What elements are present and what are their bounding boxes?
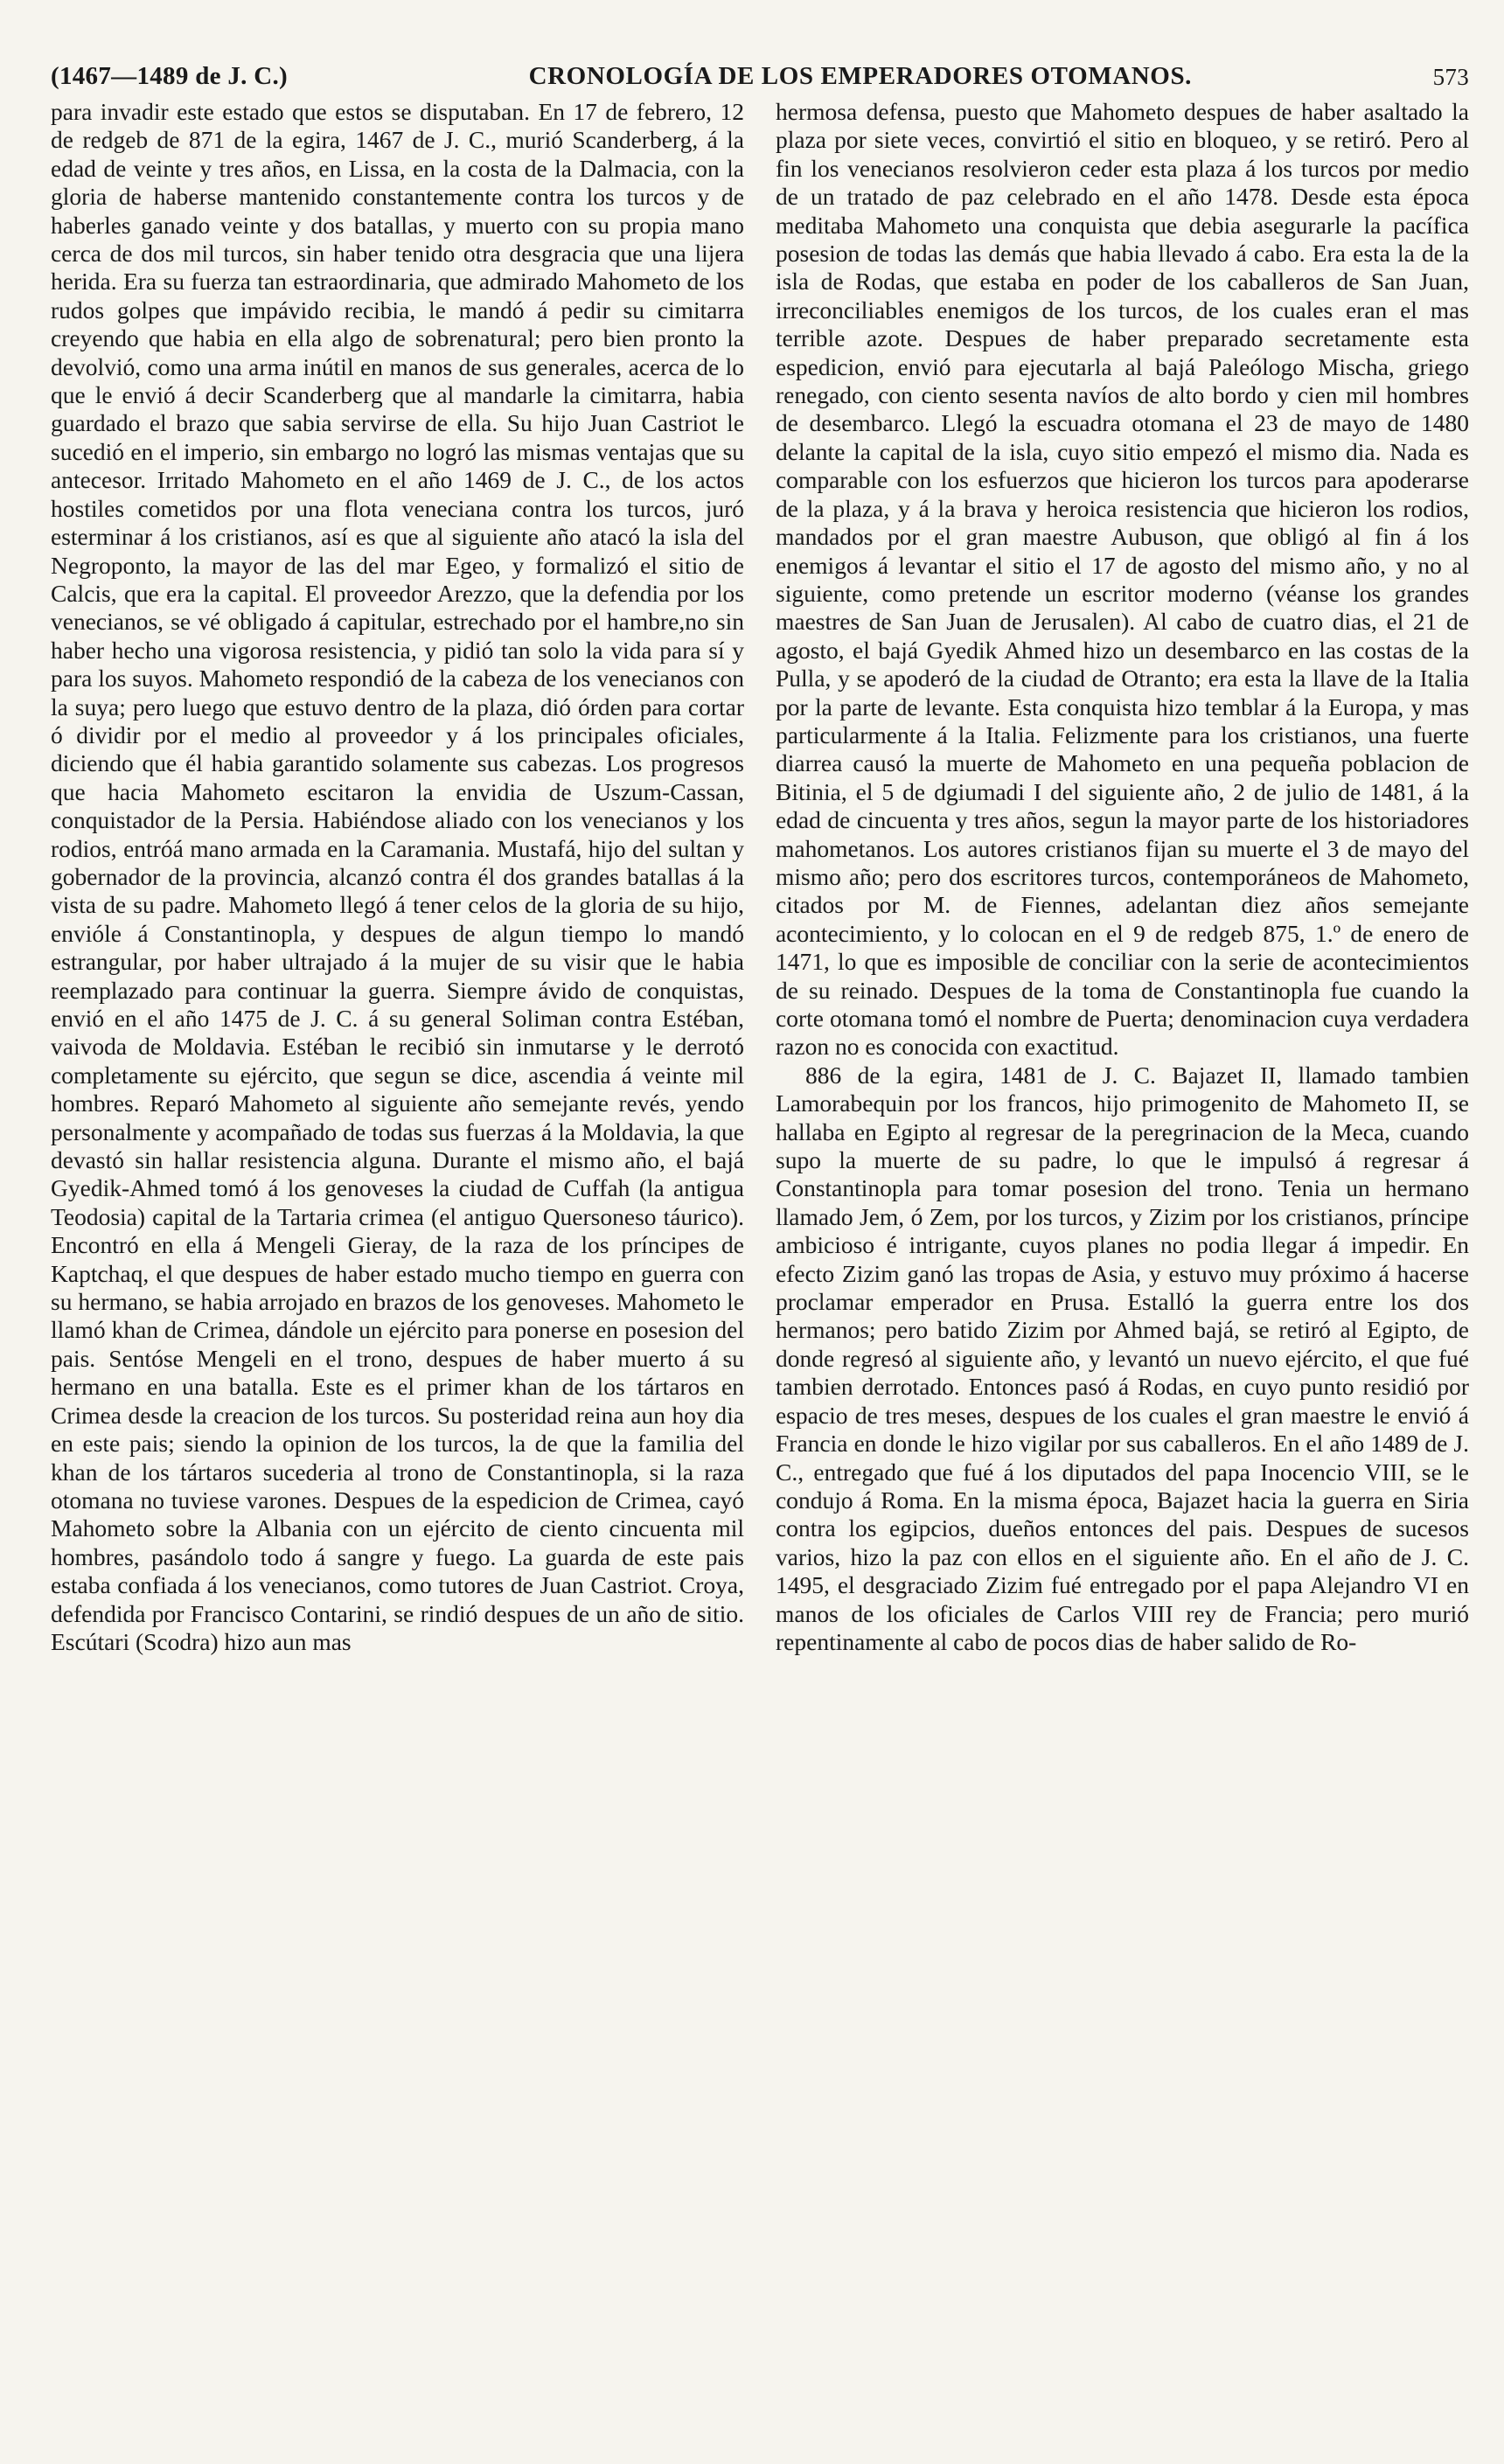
text-columns (51, 98, 1469, 2438)
page-number: 573 (1432, 64, 1469, 90)
left-paragraph-1: para invadir este estado que estos se disputaban. En 17 de febrero, 12 de redgeb de 871 de la egira, 1467 de J. C., murió Scanderberg, á la edad de veinte y tres años, en Lissa, en la costa de la Dalmacia, con la gloria de haberse mantenido constantemente contra los turcos y de haberles ganado veinte y dos batallas, y muerto con su propia mano cerca de dos mil turcos, sin haber tenido otra desgracia que una lijera herida. Era su fuerza tan estraordinaria, que admirado Mahometo de los rudos golpes que impávido recibia, le mandó á pedir su cimitarra creyendo que habia en ella algo de sobrenatural; pero bien pronto la devolvió, como una arma inútil en manos de sus generales, acerca de lo que le envió á decir Scanderberg que al mandarle la cimitarra, habia guardado el brazo que sabia servirse de ella. Su hijo Juan Castriot le sucedió en el imperio, sin embargo no logró las mismas ventajas que su antecesor. Irritado Mahometo en el año 1469 de J. C., de los actos hostiles cometidos por una flota veneciana contra los turcos, juró esterminar á los cristianos, así es que al siguiente año atacó la isla del Negroponto, la mayor de las del mar Egeo, y formalizó el sitio de Calcis, que era la capital. El proveedor Arezzo, que la defendia por los venecianos, se vé obligado á capitular, estrechado por el hambre,no sin haber hecho una vigorosa resistencia, y pidió tan solo la vida para sí y para los suyos. Mahometo respondió de la cabeza de los venecianos con la suya; pero luego que estuvo dentro de la plaza, dió órden para cortar ó dividir por el medio al proveedor y á los principales oficiales, diciendo que él habia garantido solamente sus cabezas. Los progresos que hacia Mahometo escitaron la envidia de Uszum-Cassan, conquistador de la Persia. Habiéndose aliado con los venecianos y los rodios, entróá mano armada en la Caramania. Mustafá, hijo del sultan y gobernador de la provincia, alcanzó contra él dos grandes batallas á la vista de su padre. Mahometo llegó á tener celos de la gloria de su hijo, envióle á Constantinopla, y despues de algun tiempo lo mandó estrangular, por haber ultrajado á la mujer de su visir que le habia reemplazado para continuar la guerra. Siempre ávido de conquistas, envió en el año 1475 de J. C. á su general Soliman contra Estéban, vaivoda de Moldavia. Estéban le recibió sin inmutarse y le derrotó completamente su ejército, que segun se dice, ascendia á veinte mil hombres. Reparó Mahometo al siguiente año semejante revés, yendo personalmente y acompañado de todas sus fuerzas á la Moldavia, la que devastó sin hallar resistencia alguna. Durante el mismo año, el bajá Gyedik-Ahmed tomó á los genoveses la ciudad de Cuffah (la antigua Teodosia) capital de la Tartaria crimea (el antiguo Quersoneso táurico). Encontró en ella á Mengeli Gieray, de la raza de los príncipes de Kaptchaq, el que despues de haber estado mucho tiempo en guerra con su hermano, se habia arrojado en brazos de los genoveses. Mahometo le llamó khan de Crimea, dándole un ejército para ponerse en posesion del pais. Sentóse Mengeli en el trono, despues de haber muerto á su hermano en una batalla. Este es el primer khan de los tártaros en Crimea desde la creacion de los turcos. Su posteridad reina aun hoy dia en este pais; siendo la opinion de los turcos, la de que la familia del khan de los tártaros sucederia al trono de Constantinopla, si la raza otomana no tuviese varones. Despues de la espedicion de Crimea, cayó Mahometo sobre la Albania con un ejército de ciento cincuenta mil hombres, pasándolo todo á sangre y fuego. La guarda de este pais estaba confiada á los venecianos, como tutores de Juan Castriot. Croya, defendida por Francisco Contarini, se rindió despues de un año de sitio. Escútari (Scodra) hizo aun mas (51, 98, 744, 1655)
header-title: CRONOLOGÍA DE LOS EMPERADORES OTOMANOS. (528, 62, 1193, 90)
right-column (776, 98, 1469, 2438)
left-column (51, 98, 744, 2438)
right-paragraph-2: 886 de la egira, 1481 de J. C. Bajazet II, llamado tambien Lamorabequin por los francos, hijo primogenito de Mahometo II, se hallaba en Egipto al regresar de la peregrinacion de la Meca, cuando supo la muerte de su padre, lo que le impulsó á regresar á Constantinopla para tomar posesion del trono. Tenia un hermano llamado Jem, ó Zem, por los turcos, y Zizim por los cristianos, príncipe ambicioso é intrigante, cuyos planes no podia llegar á impedir. En efecto Zizim ganó las tropas de Asia, y estuvo muy próximo á hacerse proclamar emperador en Prusa. Estalló la guerra entre los dos hermanos; pero batido Zizim por Ahmed bajá, se retiró al Egipto, de donde regresó al siguiente año, y levantó un nuevo ejército, el que fué tambien derrotado. Entonces pasó á Rodas, en cuyo punto residió por espacio de tres meses, despues de los cuales el gran maestre le envió á Francia en donde le hizo vigilar por sus caballeros. En el año 1489 de J. C., entregado que fué á los diputados del papa Inocencio VIII, se le condujo á Roma. En la misma época, Bajazet hacia la guerra en Siria contra los egipcios, dueños entonces del pais. Despues de sucesos varios, hizo la paz con ellos en el siguiente año. En el año de J. C. 1495, el desgraciado Zizim fué entregado por el papa Alejandro VI en manos de los oficiales de Carlos VIII rey de Francia; pero murió repentinamente al cabo de pocos dias de haber salido de Ro- (776, 1061, 1469, 1655)
right-paragraph-1: hermosa defensa, puesto que Mahometo despues de haber asaltado la plaza por siete veces, convirtió el sitio en bloqueo, y se retiró. Pero al fin los venecianos resolvieron ceder esta plaza á los turcos por medio de un tratado de paz celebrado en el año 1478. Desde esta época meditaba Mahometo una conquista que debia asegurarle la pacífica posesion de todas las demás que habia llevado á cabo. Era esta la de la isla de Rodas, que estaba en poder de los caballeros de San Juan, irreconciliables enemigos de los turcos, de los cuales eran el mas terrible azote. Despues de haber preparado secretamente esta espedicion, envió para ejecutarla al bajá Paleólogo Mischa, griego renegado, con ciento sesenta navíos de alto bordo y cien mil hombres de desembarco. Llegó la escuadra otomana el 23 de mayo de 1480 delante la capital de la isla, cuyo sitio empezó el mismo dia. Nada es comparable con los esfuerzos que hicieron los turcos para apoderarse de la plaza, y á la brava y heroica resistencia que hicieron los rodios, mandados por el gran maestre Aubuson, que obligó al fin á los enemigos á levantar el sitio el 17 de agosto del mismo año, y no al siguiente, como pretende un escritor moderno (véanse los grandes maestres de San Juan de Jerusalen). Al cabo de cuatro dias, el 21 de agosto, el bajá Gyedik Ahmed hizo un desembarco en las costas de la Pulla, y se apoderó de la ciudad de Otranto; era esta la llave de la Italia por la parte de levante. Esta conquista hizo temblar á la Europa, y mas particularmente á la Italia. Felizmente para los cristianos, una fuerte diarrea causó la muerte de Mahometo en una pequeña poblacion de Bitinia, el 5 de dgiumadi I del siguiente año, 2 de julio de 1481, á la edad de cincuenta y tres años, segun la mayor parte de los historiadores mahometanos. Los autores cristianos fijan su muerte el 3 de mayo del mismo año; pero dos escritores turcos, contemporáneos de Mahometo, citados por M. de Fiennes, adelantan diez años semejante acontecimiento, y lo colocan en el 9 de redgeb 875, 1.º de enero de 1471, lo que es imposible de conciliar con la serie de acontecimientos de su reinado. Despues de la toma de Constantinopla fue cuando la corte otomana tomó el nombre de Puerta; denominacion cuya verdadera razon no es conocida con exactitud. (776, 98, 1469, 1061)
running-header (51, 42, 1469, 94)
header-date-range: (1467—1489 de J. C.) (51, 62, 289, 90)
